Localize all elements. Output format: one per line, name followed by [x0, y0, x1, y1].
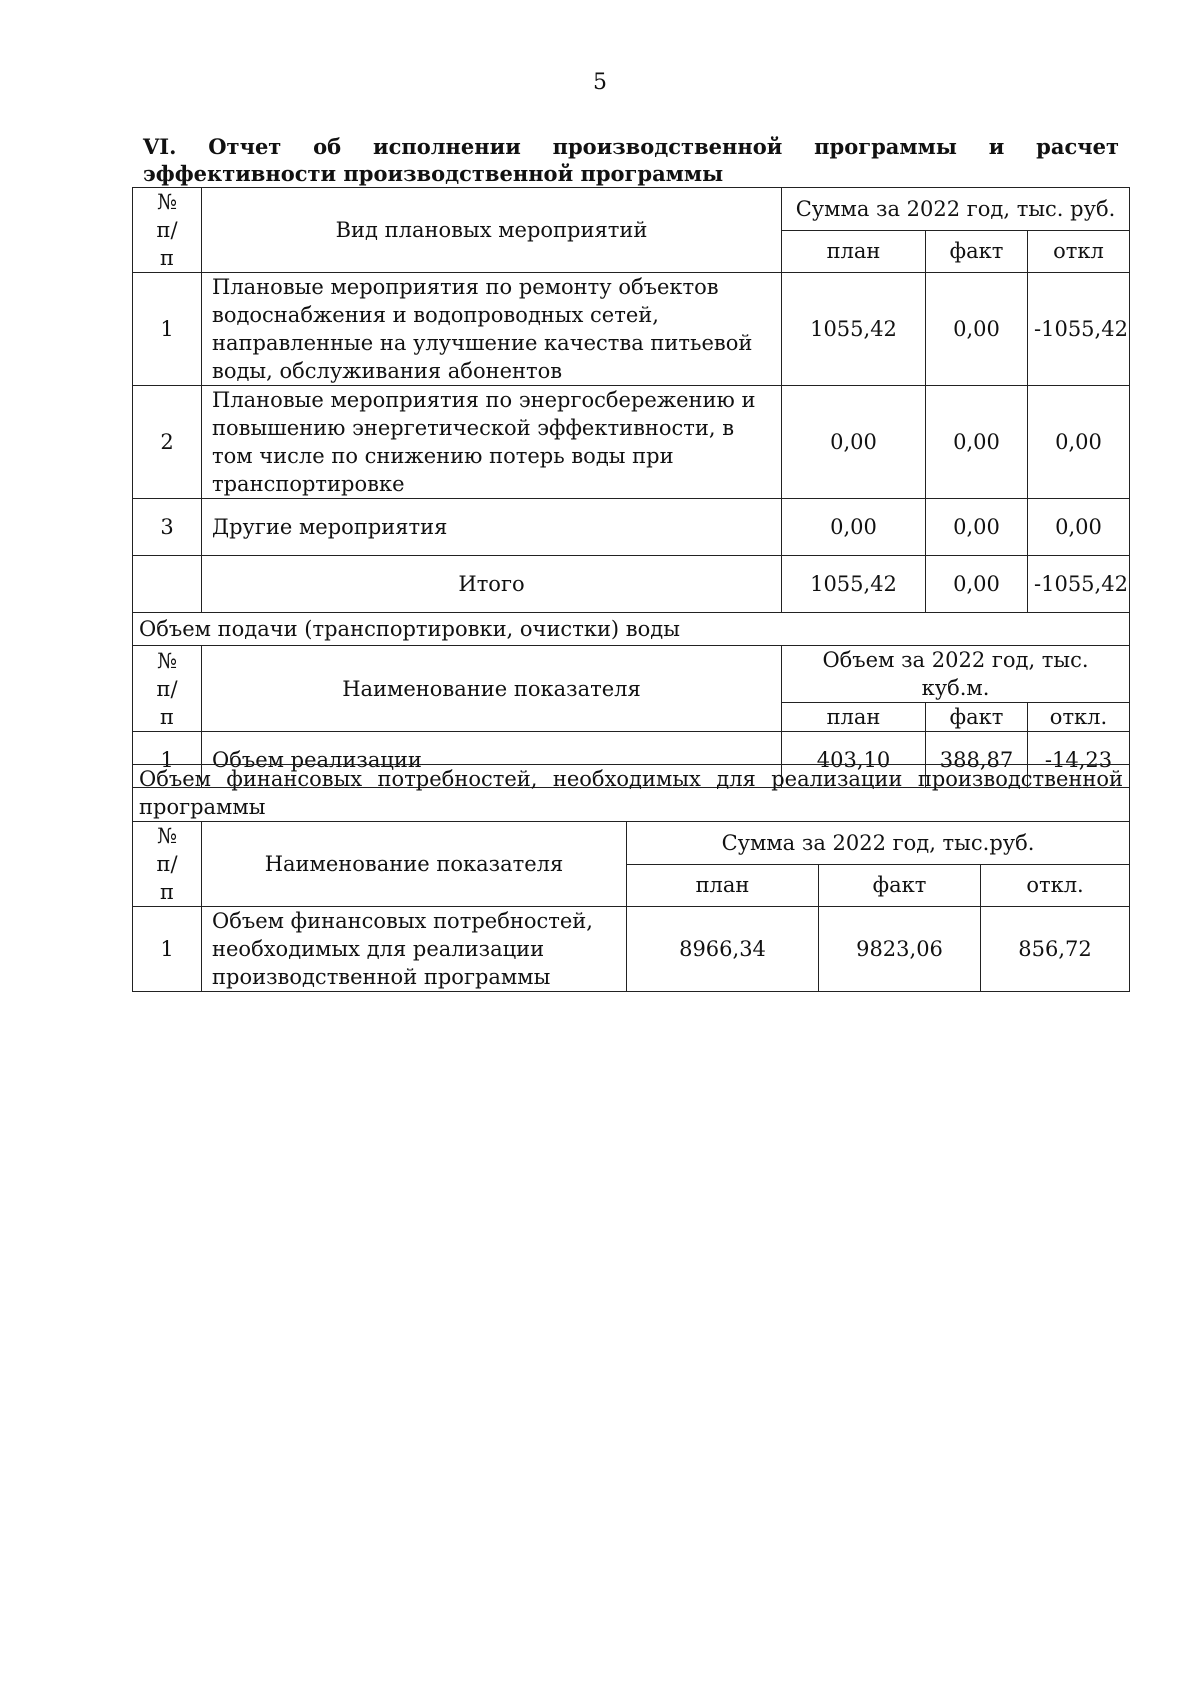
row-dev: -1055,42 [1028, 273, 1130, 386]
row-dev: 0,00 [1028, 499, 1130, 556]
volume-caption-row [133, 613, 1130, 646]
total-label: Итого [202, 556, 782, 613]
report-table [132, 187, 1130, 788]
table-row [133, 907, 1130, 992]
table-row [133, 273, 1130, 386]
header-fact: факт [926, 230, 1028, 273]
table-row [133, 499, 1130, 556]
volume-header-fact: факт [926, 703, 1028, 732]
finance-header-sum: Сумма за 2022 год, тыс.руб. [627, 822, 1130, 865]
volume-header-name: Наименование показателя [202, 646, 782, 732]
table-row [133, 386, 1130, 499]
row-plan: 403,10 [782, 732, 926, 788]
row-name: Другие мероприятия [202, 499, 782, 556]
header-activity: Вид плановых мероприятий [202, 188, 782, 273]
page-number: 5 [593, 70, 607, 95]
row-dev: 0,00 [1028, 386, 1130, 499]
row-num: 2 [133, 386, 202, 499]
volume-header-num: № п/п [133, 646, 202, 732]
volume-header-dev: откл. [1028, 703, 1130, 732]
volume-header-plan: план [782, 703, 926, 732]
header-plan: план [782, 230, 926, 273]
finance-header-name: Наименование показателя [202, 822, 627, 907]
row-fact: 9823,06 [819, 907, 981, 992]
total-dev: -1055,42 [1028, 556, 1130, 613]
section-title: VI. Отчет об исполнении производственной программы и расчет эффективности производственной программы [143, 134, 1119, 186]
row-name: Плановые мероприятия по энергосбережению и повышению энергетической эффективности, в том числе по снижению потерь воды при транспортировке [202, 386, 782, 499]
row-plan: 0,00 [782, 499, 926, 556]
volume-header-sum: Объем за 2022 год, тыс. куб.м. [782, 646, 1130, 703]
row-fact: 0,00 [926, 386, 1028, 499]
row-num: 1 [133, 907, 202, 992]
finance-header-num: № п/п [133, 822, 202, 907]
total-fact: 0,00 [926, 556, 1028, 613]
row-num: 3 [133, 499, 202, 556]
total-plan: 1055,42 [782, 556, 926, 613]
finance-header-row [133, 822, 1130, 865]
total-row [133, 556, 1130, 613]
row-plan: 1055,42 [782, 273, 926, 386]
volume-caption: Объем подачи (транспортировки, очистки) воды [133, 613, 1130, 646]
report-header-row [133, 188, 1130, 231]
header-dev: откл [1028, 230, 1130, 273]
row-name: Объем реализации [202, 732, 782, 788]
row-num: 1 [133, 732, 202, 788]
volume-header-row [133, 646, 1130, 703]
finance-table [132, 764, 1130, 992]
header-sum: Сумма за 2022 год, тыс. руб. [782, 188, 1130, 231]
row-dev: -14,23 [1028, 732, 1130, 788]
row-plan: 8966,34 [627, 907, 819, 992]
row-name: Плановые мероприятия по ремонту объектов водоснабжения и водопроводных сетей, направленные на улучшение качества питьевой воды, обслуживания абонентов [202, 273, 782, 386]
row-fact: 388,87 [926, 732, 1028, 788]
finance-header-dev: откл. [981, 864, 1130, 907]
total-num-cell [133, 556, 202, 613]
header-num: № п/п [133, 188, 202, 273]
row-dev: 856,72 [981, 907, 1130, 992]
row-plan: 0,00 [782, 386, 926, 499]
row-name: Объем финансовых потребностей, необходимых для реализации производственной программы [202, 907, 627, 992]
finance-header-fact: факт [819, 864, 981, 907]
row-num: 1 [133, 273, 202, 386]
row-fact: 0,00 [926, 499, 1028, 556]
finance-caption-row [133, 765, 1130, 822]
row-fact: 0,00 [926, 273, 1028, 386]
finance-header-plan: план [627, 864, 819, 907]
finance-caption: Объем финансовых потребностей, необходимых для реализации производственной программы [133, 765, 1130, 822]
